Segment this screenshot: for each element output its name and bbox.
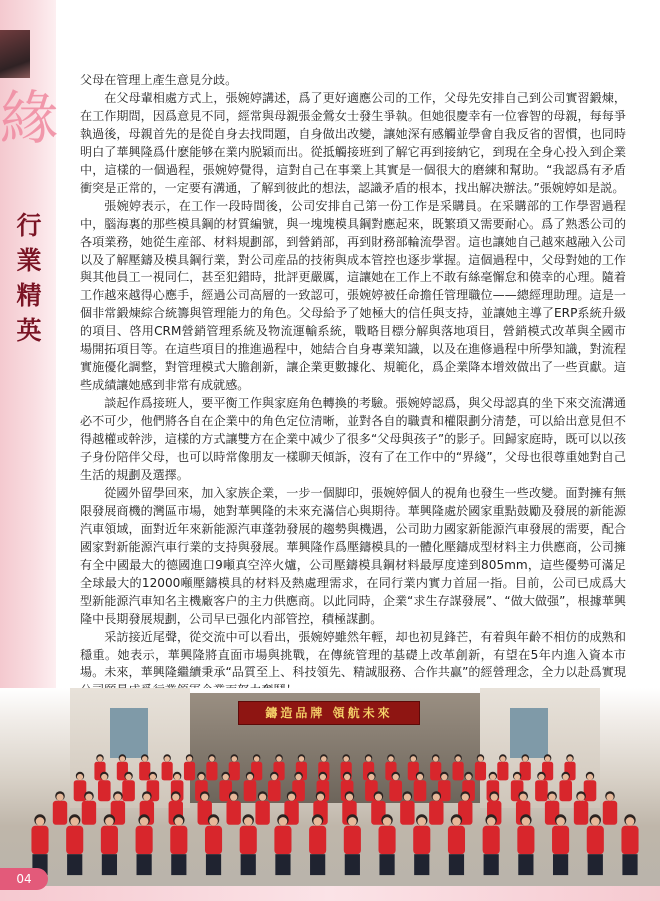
person-face bbox=[36, 817, 45, 826]
person-face bbox=[175, 817, 184, 826]
person-body bbox=[430, 762, 441, 781]
person-face bbox=[411, 756, 417, 762]
person-face bbox=[209, 756, 215, 762]
page-number: 04 bbox=[0, 868, 48, 890]
person-body bbox=[344, 826, 361, 855]
person-face bbox=[383, 817, 392, 826]
person-face bbox=[522, 817, 531, 826]
person-body bbox=[497, 762, 508, 781]
person-face bbox=[563, 774, 569, 780]
person-face bbox=[140, 817, 149, 826]
paragraph: 從國外留學回來，加入家族企業，一步一個脚印，張婉婷個人的視角也發生一些改變。面對擁有無限發展商機的灣區市場，她對華興隆的未來充滿信心與期待。華興隆處於國家重點鼓勵及發展的新能源汽車領域，面對近年來新能源汽車蓬勃發展的趨勢與機遇，公司助力國家新能源汽車發展的需要，配合國家對新能源汽車行業的支持與發展。華興隆作爲壓鑄模具的一體化壓鑄成型材料主力供應商，公司擁有全中國最大的德國進口9噸真空淬火爐，公司壓鑄模具鋼材料最厚度達到805mm，這些優勢可滿足全球最大的12000噸壓鑄模具的材料及熱處理需求，在同行業内實力首屈一指。目前，公司已成爲大型新能源汽車知名主機廠客户的主力供應商。以此同時，企業“求生存謀發展”、“做大做强”，根據華興隆中長期發展規劃，公司早已强化内部管控，積極謀劃。 bbox=[80, 485, 626, 626]
person-face bbox=[143, 794, 150, 801]
person-face bbox=[404, 794, 411, 801]
person-body bbox=[535, 780, 548, 801]
person-body bbox=[82, 801, 96, 825]
person-face bbox=[313, 817, 322, 826]
person-face bbox=[198, 774, 204, 780]
person-face bbox=[520, 794, 527, 801]
person-body bbox=[448, 826, 465, 855]
person-face bbox=[230, 794, 237, 801]
person-face bbox=[433, 794, 440, 801]
person-face bbox=[626, 817, 635, 826]
person-face bbox=[70, 817, 79, 826]
person-face bbox=[231, 756, 237, 762]
person-face bbox=[295, 774, 301, 780]
bottom-decoration-strip bbox=[0, 886, 660, 901]
person-face bbox=[549, 794, 556, 801]
person-face bbox=[101, 774, 107, 780]
person-body bbox=[268, 780, 281, 801]
person-face bbox=[490, 774, 496, 780]
person-face bbox=[97, 756, 103, 762]
person-body bbox=[517, 826, 534, 855]
person-face bbox=[465, 774, 471, 780]
person-body bbox=[240, 826, 257, 855]
person-body bbox=[98, 780, 111, 801]
person-face bbox=[522, 756, 528, 762]
person-face bbox=[254, 756, 260, 762]
person-face bbox=[343, 756, 349, 762]
person-body bbox=[226, 801, 240, 825]
person-face bbox=[452, 817, 461, 826]
group-photo bbox=[0, 688, 660, 886]
person-face bbox=[417, 774, 423, 780]
company-banner: 鑄造品牌 領航未來 bbox=[238, 701, 420, 725]
person-body bbox=[170, 826, 187, 855]
person-face bbox=[150, 774, 156, 780]
paragraph: 張婉婷表示，在工作一段時間後，公司安排自己第一份工作是采購員。在采購部的工作學習過程中，腦海裏的那些模具鋼的材質編號，與一塊塊模具鋼對應起來，既繁瑣又需要耐心。爲了熟悉公司的各項業務，她從生産部、材料規劃部，到營銷部，再到財務部輪流學習。這也讓她自己越來越融入公司以及了解壓鑄及模具鋼行業，對公司産品的技術與成本管控也逐步掌握。這個過程中，父母對她的工作與其他員工一視同仁，甚至犯錯時，批評更嚴厲，這讓她在工作上不敢有絲毫懈怠和僥幸的心理。隨着工作越來越得心應手，經過公司高層的一致認可，張婉婷被任命擔任管理職位——總經理助理。這是一個非常鍛煉綜合統籌與管理能力的角色。父母給予了她極大的信任與支持，並讓她主導了ERP系統升級的項目、啓用CRM營銷管理系統及物流運輸系統，戰略目標分解與落地項目，營銷模式改革與全國市場開拓項目等。在這些項目的推進過程中，她結合自身專業知識，以及在進修過程中所學知識，對流程實施優化調整，對管理模式大膽創新，讓企業更數據化、規範化，爲企業降本增效做出了一些貢獻。這些成績讓她感到非常有成就感。 bbox=[80, 198, 626, 393]
person-face bbox=[321, 756, 327, 762]
person-face bbox=[259, 794, 266, 801]
person-face bbox=[348, 817, 357, 826]
person-face bbox=[201, 794, 208, 801]
person-face bbox=[77, 774, 83, 780]
person-face bbox=[299, 756, 305, 762]
person-body bbox=[621, 826, 638, 855]
person-body bbox=[413, 826, 430, 855]
person-body bbox=[574, 801, 588, 825]
person-legs bbox=[484, 854, 499, 875]
person-face bbox=[478, 756, 484, 762]
person-body bbox=[453, 762, 464, 781]
article-body bbox=[80, 72, 626, 700]
person-body bbox=[162, 762, 173, 781]
person-face bbox=[105, 817, 114, 826]
person-face bbox=[577, 794, 584, 801]
person-face bbox=[142, 756, 148, 762]
person-face bbox=[500, 756, 506, 762]
person-face bbox=[271, 774, 277, 780]
person-body bbox=[483, 826, 500, 855]
person-face bbox=[556, 817, 565, 826]
person-legs bbox=[241, 854, 256, 875]
person-body bbox=[429, 801, 443, 825]
person-legs bbox=[67, 854, 82, 875]
person-face bbox=[85, 794, 92, 801]
person-body bbox=[229, 762, 240, 781]
person-body bbox=[101, 826, 118, 855]
person-legs bbox=[275, 854, 290, 875]
person-body bbox=[74, 780, 87, 801]
person-face bbox=[455, 756, 461, 762]
paragraph: 采訪接近尾聲，從交流中可以看出，張婉婷雖然年輕，却也初見鋒芒，有着與年齡不相仿的成熟和穩重。她表示，華興隆將直面市場與挑戰，在傳統管理的基礎上改革創新，有望在5年内進入資本市場。未來，華興隆繼續秉承“品質至上、科技領先、精誠服務、合作共赢”的經營理念，全力以赴爲實現 bbox=[80, 629, 626, 680]
person-body bbox=[274, 826, 291, 855]
person-face bbox=[164, 756, 170, 762]
person-face bbox=[606, 794, 613, 801]
person-body bbox=[206, 762, 217, 781]
person-body bbox=[53, 801, 67, 825]
person-body bbox=[31, 826, 48, 855]
person-face bbox=[587, 774, 593, 780]
person-face bbox=[491, 794, 498, 801]
person-face bbox=[344, 774, 350, 780]
person-legs bbox=[206, 854, 221, 875]
person-body bbox=[414, 780, 427, 801]
person-face bbox=[120, 756, 126, 762]
person-face bbox=[56, 794, 63, 801]
person-face bbox=[247, 774, 253, 780]
person-body bbox=[559, 780, 572, 801]
person-body bbox=[139, 762, 150, 781]
person-legs bbox=[310, 854, 325, 875]
person-legs bbox=[449, 854, 464, 875]
person-face bbox=[514, 774, 520, 780]
person-legs bbox=[553, 854, 568, 875]
person-body bbox=[255, 801, 269, 825]
person-body bbox=[603, 801, 617, 825]
sidebar-photo-strip bbox=[0, 30, 30, 78]
person-face bbox=[393, 774, 399, 780]
person-body bbox=[309, 826, 326, 855]
person-face bbox=[375, 794, 382, 801]
person-face bbox=[538, 774, 544, 780]
person-face bbox=[276, 756, 282, 762]
person-face bbox=[125, 774, 131, 780]
person-face bbox=[288, 794, 295, 801]
person-face bbox=[417, 817, 426, 826]
paragraph: 談起作爲接班人，要平衡工作與家庭角色轉換的考驗。張婉婷認爲，與父母認真的坐下來交流溝通必不可少，他們將各自在企業中的角色定位清晰，並對各自的職責和權限劃分清楚，可以給出意見但不得越權或幹涉，這樣的方式讓雙方在企業中减少了很多“父母與孩子”的影子。回歸家庭時，既可以以孩子身份陪伴父母，也可以時常像朋友一樣聊天傾訴，沒有了在工作中的“界綫”，父母也很尊重她對自己生活的規劃及選擇。 bbox=[80, 396, 626, 482]
person-face bbox=[244, 817, 253, 826]
person-face bbox=[567, 756, 573, 762]
person-body bbox=[400, 801, 414, 825]
person-face bbox=[279, 817, 288, 826]
person-legs bbox=[379, 854, 394, 875]
person-body bbox=[205, 826, 222, 855]
person-body bbox=[475, 762, 486, 781]
person-face bbox=[174, 774, 180, 780]
person-body bbox=[552, 826, 569, 855]
person-face bbox=[368, 774, 374, 780]
person-face bbox=[545, 756, 551, 762]
person-legs bbox=[414, 854, 429, 875]
person-legs bbox=[102, 854, 117, 875]
person-body bbox=[122, 780, 135, 801]
person-face bbox=[187, 756, 193, 762]
person-face bbox=[346, 794, 353, 801]
paragraph: 父母在管理上產生意見分歧。 bbox=[80, 73, 238, 87]
person-body bbox=[389, 780, 402, 801]
person-face bbox=[209, 817, 218, 826]
person-face bbox=[487, 817, 496, 826]
paragraph: 在父母輩相處方式上，張婉婷講述，爲了更好適應公司的工作，父母先安排自己到公司實習鍛煉，在工作期間，因爲意見不同，經常與母親張金鶯女士發生爭執。但她很慶幸有一位睿智的母親，每每爭執過後，母親首先的是從自身去找問題，自身做出改變，讓她深有感觸並學會自我反省的習慣，也同時明白了華興隆爲什麽能够在業内脱穎而出。從抵觸接班到了解它再到接納它，到現在全身心投入到企業中，這樣的一個過程，張婉婷覺得，這對自己在事業上其實是一個很大的磨練和幫助。“我認爲有矛盾衝突是正常的，一定要有溝通，了解到彼此的想法，認識矛盾的根本，找出解决辦法。”張婉婷如是説。 bbox=[80, 90, 626, 195]
person-face bbox=[317, 794, 324, 801]
person-face bbox=[172, 794, 179, 801]
person-legs bbox=[345, 854, 360, 875]
person-body bbox=[184, 762, 195, 781]
person-legs bbox=[137, 854, 152, 875]
person-legs bbox=[622, 854, 637, 875]
person-face bbox=[462, 794, 469, 801]
person-face bbox=[366, 756, 372, 762]
person-legs bbox=[588, 854, 603, 875]
person-face bbox=[591, 817, 600, 826]
person-body bbox=[136, 826, 153, 855]
person-body bbox=[244, 780, 257, 801]
person-legs bbox=[171, 854, 186, 875]
staff-crowd bbox=[30, 736, 642, 876]
person-body bbox=[66, 826, 83, 855]
person-face bbox=[433, 756, 439, 762]
person-body bbox=[587, 826, 604, 855]
decorative-calligraphy-char: 緣 bbox=[0, 84, 58, 152]
person-face bbox=[114, 794, 121, 801]
person-body bbox=[379, 826, 396, 855]
person-face bbox=[441, 774, 447, 780]
person-face bbox=[320, 774, 326, 780]
person-face bbox=[388, 756, 394, 762]
section-label: 行業精英 bbox=[16, 211, 42, 345]
person-body bbox=[584, 780, 597, 801]
person-legs bbox=[518, 854, 533, 875]
person-face bbox=[223, 774, 229, 780]
person-body bbox=[520, 762, 531, 781]
